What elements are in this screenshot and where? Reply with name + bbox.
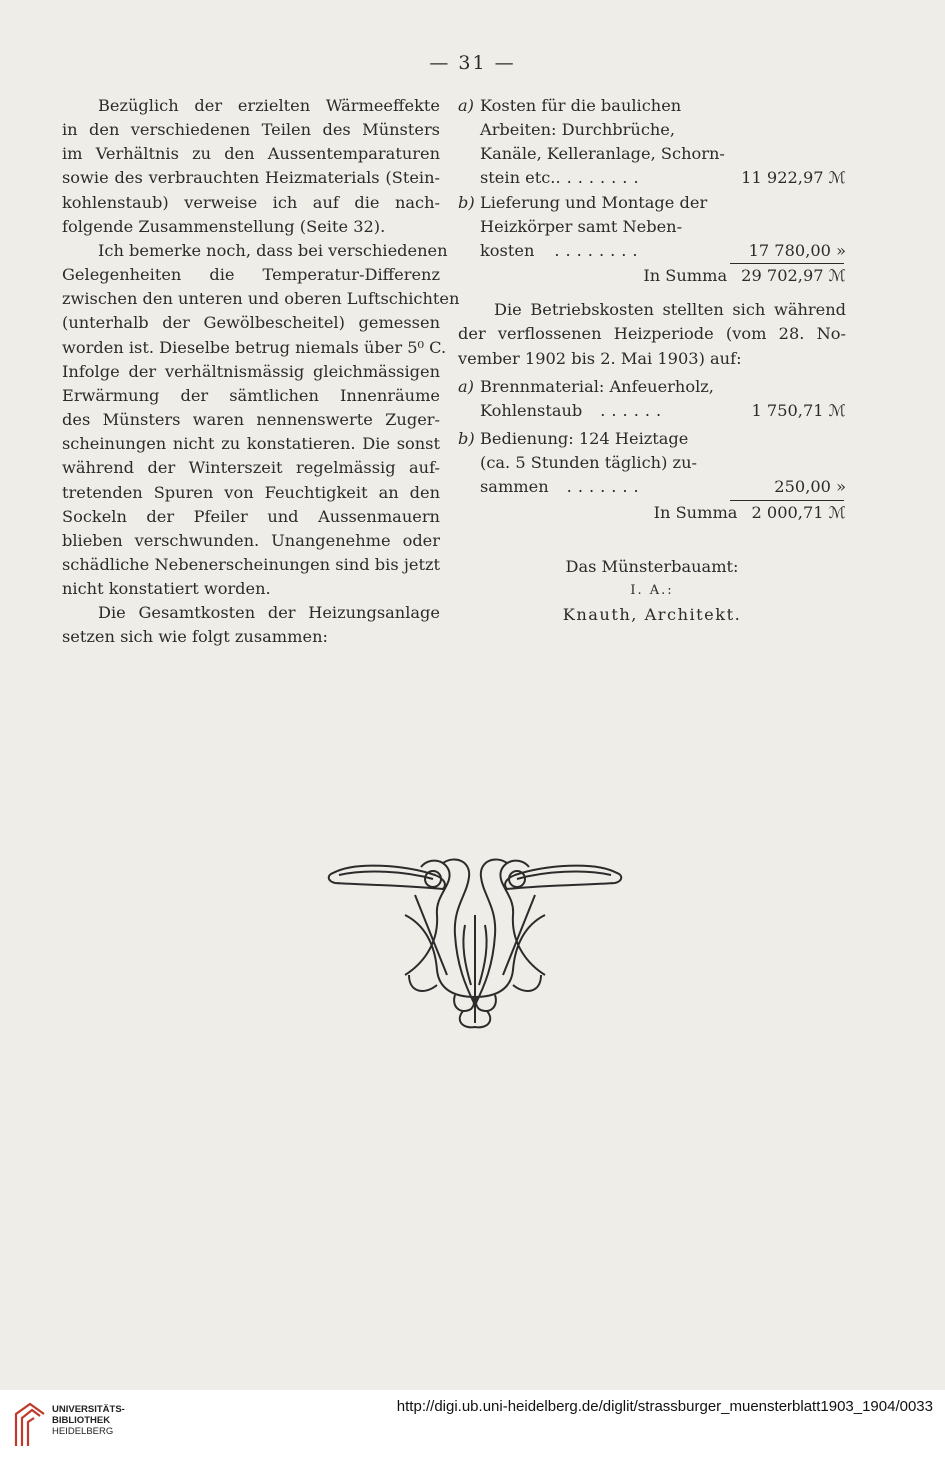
leader-dots: ....... — [566, 477, 645, 497]
text-line: Die Betriebskosten stellten sich während — [494, 300, 846, 320]
signature-office: Das Münsterbauamt: — [565, 556, 739, 576]
item-label: b) — [458, 429, 475, 449]
item-text: stein etc. — [480, 168, 556, 188]
item-text: Brennmaterial: Anfeuerholz, — [480, 376, 714, 396]
text-line: scheinungen nicht zu konstatieren. Die sonst — [62, 434, 440, 454]
signature-ia: I. A.: — [630, 582, 674, 598]
text-line: schädliche Nebenerscheinungen sind bis jetzt — [62, 554, 440, 574]
sum-amount: 29 702,97 ℳ — [741, 266, 846, 286]
text-line: worden ist. Dieselbe betrug niemals über 5⁰ C. — [62, 337, 447, 357]
item-text: Heizkörper samt Neben- — [480, 216, 683, 236]
text-line: vember 1902 bis 2. Mai 1903) auf: — [458, 348, 742, 368]
signature-name: Knauth, Architekt. — [562, 604, 742, 624]
text-line: Bezüglich der erzielten Wärmeeffekte — [98, 96, 440, 115]
cost-item-a — [458, 94, 846, 118]
text-line: zwischen den unteren und oberen Luftschichten — [62, 289, 460, 309]
cost-item-b — [458, 191, 846, 215]
logo-line: UNIVERSITÄTS- — [52, 1404, 125, 1415]
logo-line: HEIDELBERG — [52, 1426, 114, 1437]
item-text: Bedienung: 124 Heiztage — [480, 429, 689, 449]
text-line: kohlenstaub) verweise ich auf die nach- — [62, 192, 440, 212]
text-line: im Verhältnis zu den Aussentemparaturen — [62, 144, 440, 164]
sum-label: In Summa — [653, 502, 738, 522]
left-column — [62, 94, 460, 650]
text-line: Infolge der verhältnismässig gleichmässigen — [62, 361, 440, 381]
text-line: blieben verschwunden. Unangenehme oder — [62, 530, 440, 550]
item-text: Kanäle, Kelleranlage, Schorn- — [480, 144, 725, 164]
text-line: Erwärmung der sämtlichen Innenräume — [62, 385, 440, 405]
item-text: Kohlenstaub — [480, 400, 583, 420]
library-logo-icon — [10, 1400, 50, 1448]
item-label: a) — [458, 376, 474, 396]
source-url-link[interactable]: http://digi.ub.uni-heidelberg.de/diglit/strassburger_muensterblatt1903_1904/0033 — [396, 1398, 933, 1415]
item-text: Arbeiten: Durchbrüche, — [480, 120, 676, 140]
text-line: nicht konstatiert worden. — [62, 579, 271, 599]
item-text: Kosten für die baulichen — [480, 96, 682, 115]
item-label: a) — [458, 96, 474, 115]
item-text: sammen — [480, 477, 549, 497]
item-amount: 11 922,97 ℳ — [741, 168, 846, 188]
text-line: sowie des verbrauchten Heizmaterials (Stein- — [62, 168, 440, 188]
text-line: in den verschiedenen Teilen des Münsters — [62, 120, 440, 140]
leader-dots: ...... — [600, 400, 668, 420]
logo-line: BIBLIOTHEK — [52, 1415, 111, 1426]
text-line: setzen sich wie folgt zusammen: — [62, 627, 328, 647]
sum-label: In Summa — [643, 266, 728, 286]
item-amount: 1 750,71 ℳ — [751, 400, 846, 420]
text-line: Gelegenheiten die Temperatur-Differenz — [62, 265, 440, 285]
item-amount: 250,00 » — [774, 477, 846, 497]
page-number: — 31 — — [429, 52, 516, 74]
text-line: der verflossenen Heizperiode (vom 28. No- — [458, 324, 846, 344]
right-column — [458, 94, 846, 627]
item-label: b) — [458, 192, 475, 212]
text-line: (unterhalb der Gewölbescheitel) gemessen — [62, 313, 440, 333]
text-line: folgende Zusammenstellung (Seite 32). — [62, 216, 386, 236]
item-text: kosten — [480, 240, 535, 260]
text-line: Die Gesamtkosten der Heizungsanlage — [98, 603, 440, 623]
leader-dots: ........ — [554, 240, 644, 260]
sum-amount: 2 000,71 ℳ — [751, 502, 846, 522]
operating-item-b — [458, 427, 846, 451]
item-amount: 17 780,00 » — [748, 240, 846, 260]
operating-item-a — [458, 375, 846, 399]
item-text: Lieferung und Montage der — [480, 192, 708, 212]
text-line: während der Winterszeit regelmässig auf- — [62, 458, 440, 478]
leader-dots: ........ — [555, 168, 645, 188]
operating-sum — [458, 501, 846, 525]
cost-sum — [458, 264, 846, 288]
text-line: Sockeln der Pfeiler und Aussenmauern — [62, 506, 440, 526]
operating-paragraph — [458, 298, 846, 370]
text-line: tretenden Spuren von Feuchtigkeit an den — [62, 482, 440, 502]
art-nouveau-ornament — [325, 855, 625, 1030]
text-line: des Münsters waren nennenswerte Zuger- — [62, 410, 440, 430]
item-text: (ca. 5 Stunden täglich) zu- — [480, 453, 697, 473]
text-line: Ich bemerke noch, dass bei verschiedenen — [98, 240, 448, 260]
library-name — [52, 1404, 125, 1437]
signature-block — [458, 555, 846, 627]
